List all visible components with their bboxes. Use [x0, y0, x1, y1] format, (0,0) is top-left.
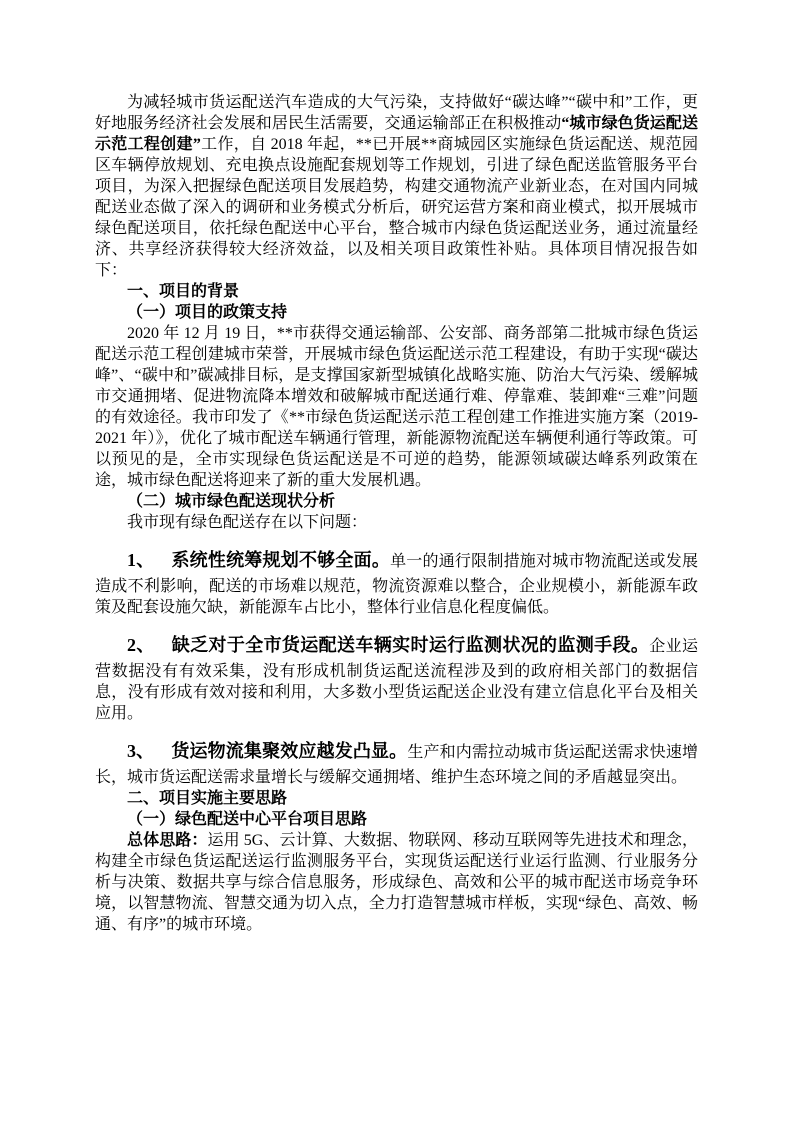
issue-3-title: 货运物流集聚效应越发凸显。	[171, 741, 408, 761]
intro-text-before: 为减轻城市货运配送汽车造成的大气污染，支持做好“碳达峰”“碳中和”工作，更好地服务经济社会发展和居民生活需要，交通运输部正在积极推动	[95, 94, 698, 132]
issue-item-2	[95, 630, 698, 724]
heading-policy-support: （一）项目的政策支持	[127, 304, 288, 321]
heading-status-analysis: （二）城市绿色配送现状分析	[127, 493, 336, 510]
heading-implementation: 二、项目实施主要思路	[127, 790, 288, 807]
intro-text-after: 工作，自 2018 年起，**已开展**商城园区实施绿色货运配送、规范园区车辆停放规划、充电换点设施配套规划等工作规划，引进了绿色配送监管服务平台项目，为深入把握绿色配送项目发展趋势，构建交通物流产业新业态，在对国内同城配送业态做了深入的调研和业务模式分析后，研究运营方案和商业模式，拟开展城市绿色配送项目，依托绿色配送中心平台，整合城市内绿色货运配送业务，通过流量经济、共享经济获得较大经济效益，以及相关项目政策性补贴。具体项目情况报告如下：	[95, 136, 698, 279]
issue-2-body: 企业运营数据没有有效采集，没有形成机制货运配送流程涉及到的政府相关部门的数据信息，没有形成有效对接和利用，大多数小型货运配送企业没有建立信息化平台及相关应用。	[95, 638, 698, 722]
issue-item-1	[95, 545, 698, 618]
issue-3-body: 生产和内需拉动城市货运配送需求快速增长，城市货运配送需求量增长与缓解交通拥堵、维护生态环境之间的矛盾越显突出。	[95, 744, 698, 786]
intro-paragraph	[95, 92, 698, 281]
overall-idea-body: 运用 5G、云计算、大数据、物联网、移动互联网等先进技术和理念，构建全市绿色货运配送运行监测服务平台，实现货运配送行业运行监测、行业服务分析与决策、数据共享与综合信息服务，形成绿色、高效和公平的城市配送市场竞争环境，以智慧物流、智慧交通为切入点，全力打造智慧城市样板，实现“绿色、高效、畅通、有序”的城市环境。	[95, 832, 698, 933]
issue-1-title: 系统性统筹规划不够全面。	[171, 550, 391, 570]
overall-idea-lead: 总体思路：	[127, 832, 208, 849]
issue-2-number: 2、	[127, 635, 155, 655]
issue-item-3	[95, 736, 698, 788]
overall-idea-paragraph	[95, 830, 698, 935]
issue-2-title: 缺乏对于全市货运配送车辆实时运行监测状况的监测手段。	[171, 635, 650, 655]
issue-1-number: 1、	[127, 550, 155, 570]
heading-project-background: 一、项目的背景	[127, 283, 240, 300]
intro-bold-phrase: “城市绿色货运配送示范工程创建”	[95, 115, 698, 153]
issue-3-number: 3、	[127, 741, 155, 761]
policy-support-paragraph: 2020 年 12 月 19 日，**市获得交通运输部、公安部、商务部第二批城市绿色货运配送示范工程创建城市荣誉，开展城市绿色货运配送示范工程建设，有助于实现“碳达峰”、“碳中和”碳减排目标，是支撑国家新型城镇化战略实施、防治大气污染、缓解城市交通拥堵、促进物流降本增效和破解城市配送通行难、停靠难、装卸难“三难”问题的有效途径。我市印发了《**市绿色货运配送示范工程创建工作推进实施方案（2019-2021 年）》，优化了城市配送车辆通行管理，新能源物流配送车辆便利通行等政策。可以预见的是，全市实现绿色货运配送是不可逆的趋势，能源领域碳达峰系列政策在途，城市绿色配送将迎来了新的重大发展机遇。	[95, 325, 698, 489]
status-analysis-intro: 我市现有绿色配送存在以下问题：	[127, 514, 368, 531]
issue-1-body: 单一的通行限制措施对城市物流配送或发展造成不利影响，配送的市场难以规范，物流资源难以整合，企业规模小，新能源车政策及配套设施欠缺，新能源车占比小，整体行业信息化程度偏低。	[95, 553, 698, 616]
heading-platform-idea: （一）绿色配送中心平台项目思路	[127, 811, 368, 828]
